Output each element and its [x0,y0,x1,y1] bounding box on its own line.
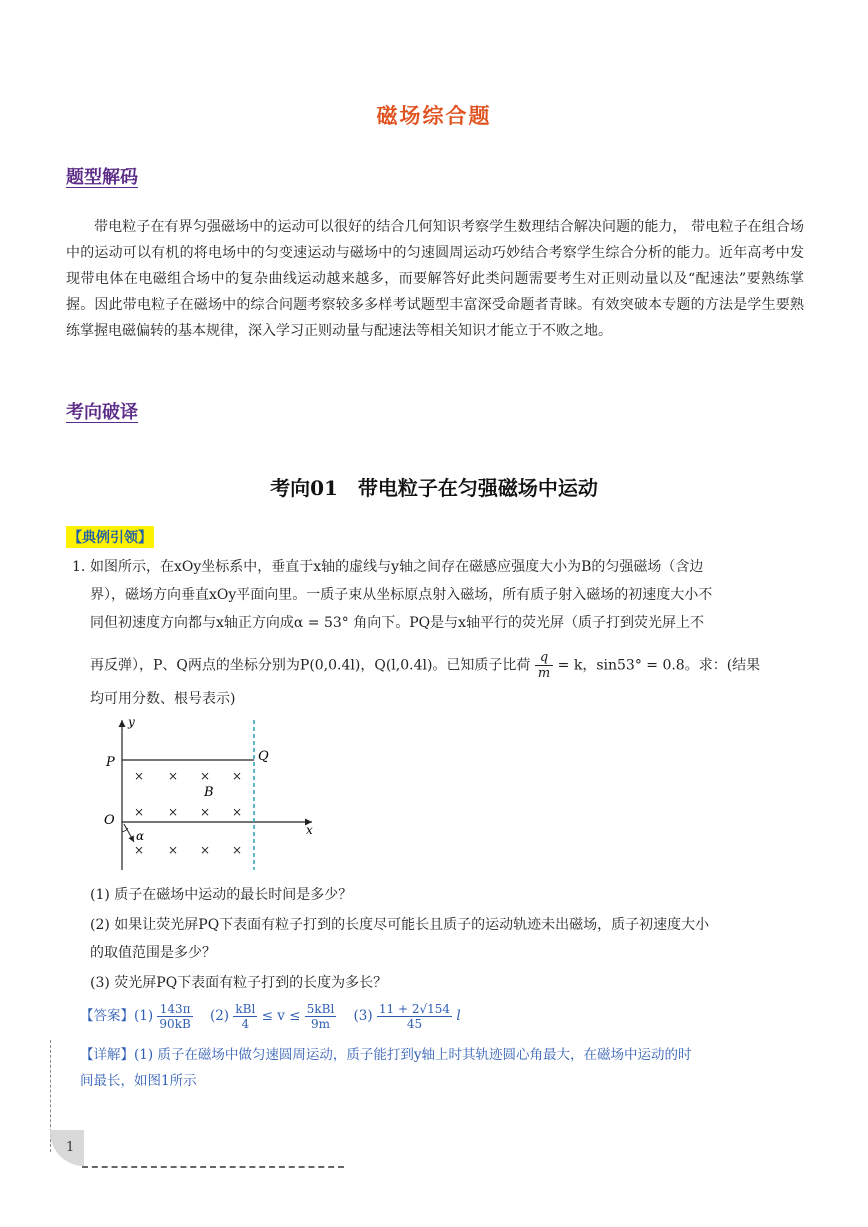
fraction-numerator: q [535,650,553,666]
cross-mark: × [200,769,211,783]
origin-label: O [104,813,115,828]
detail-line-1 [80,1042,808,1068]
problem-line-1: 如图所示，在xOy坐标系中，垂直于x轴的虚线与y轴之间存在磁感应强度大小为B的匀强磁场（含边 [90,559,704,575]
field-crosses [134,769,242,857]
answer-fraction-4 [377,1002,452,1031]
problem-line-4b: = k，sin53° = 0.8。求：(结果 [557,657,761,674]
cross-mark: × [232,769,243,783]
answer-part-1: (1) [134,1008,154,1024]
topic-subheading: 考向01 带电粒子在匀强磁场中运动 [270,476,598,500]
point-p-label: P [106,755,115,770]
question-3: (3) 荧光屏PQ下表面有粒子打到的长度为多长？ [90,975,388,991]
cross-mark: × [232,843,243,857]
intro-paragraph: 带电粒子在有界匀强磁场中的运动可以很好的结合几何知识考察学生数理结合解决问题的能力， 带电粒子在组合场中的运动可以有机的将电场中的匀变速运动与磁场中的匀速圆周运动巧妙结合考察学生综合分析的能力。近年高考中发现带电体在电磁组合场中的复杂曲线运动越来越多，而要解答好此类问题需要考生对正则动量以及“配速法”要熟练掌握。因此带电粒子在磁场中的综合问题考察较多多样考试题型丰富深受命题者青睐。有效突破本专题的方法是学生要熟练掌握电磁偏转的基本规律，深入学习正则动量与配速法等相关知识才能立于不败之地。 [66,219,804,339]
fraction-denominator: m [537,666,551,681]
detail-label: 【详解】 [80,1047,134,1063]
point-q-label: Q [258,749,269,764]
answer-part-3: (3) [353,1008,373,1024]
detail-line-2: 间最长，如图1所示 [80,1073,197,1089]
problem-line-4a: 再反弹），P、Q两点的坐标分别为P(0,0.4l)，Q(l,0.4l)。已知质子比荷 [90,657,531,674]
cross-mark: × [232,805,243,819]
cross-mark: × [134,805,145,819]
answer-fraction-2 [233,1002,257,1031]
cross-mark: × [168,805,179,819]
answer-inequality: ≤ v ≤ [261,1008,301,1024]
y-axis-label: y [128,715,135,729]
answer-part-2: (2) [209,1008,230,1024]
footer-dashed-line [82,1166,344,1168]
answer-tail: l [456,1008,461,1024]
question-1: (1) 质子在磁场中运动的最长时间是多少？ [90,887,353,903]
answer-fraction-3 [305,1002,337,1031]
example-tag: 【典例引领】 [66,526,154,548]
fraction-numerator: 143π [157,1002,192,1017]
page-number: 1 [66,1140,75,1155]
cross-mark: × [134,769,145,783]
problem-line-5: 均可用分数、根号表示) [90,691,236,707]
answer-line [80,1002,461,1031]
fraction-numerator: 11 + 2√154 [378,1002,451,1016]
problem-line-3: 同但初速度方向都与x轴正方向成α = 53° 角向下。PQ是与x轴平行的荧光屏（质子打到荧光屏上不 [90,615,705,631]
problem-line-2: 界），磁场方向垂直xOy平面向里。一质子束从坐标原点射入磁场，所有质子射入磁场的初速度大小不 [90,587,713,603]
fraction-denominator: 45 [406,1017,423,1031]
magnetic-field-figure [98,714,328,874]
fraction-numerator: 5kBl [306,1002,335,1016]
field-b-label: B [204,785,214,800]
section-heading-direction: 考向破译 [66,402,138,423]
angle-alpha-label: α [136,829,145,843]
cross-mark: × [200,805,211,819]
question-2-line-2: 的取值范围是多少？ [90,945,216,961]
cross-mark: × [134,843,145,857]
velocity-arrow [124,824,134,842]
answer-fraction-1 [157,1002,192,1031]
question-2-line-1: (2) 如果让荧光屏PQ下表面有粒子打到的长度尽可能长且质子的运动轨迹未出磁场，质子初速度大小 [90,917,710,933]
fraction-numerator: kBl [235,1002,256,1016]
cross-mark: × [200,843,211,857]
cross-mark: × [168,769,179,783]
fraction-denominator: 9m [311,1017,331,1031]
section-heading-decode: 题型解码 [66,167,138,188]
fraction-denominator: 4 [241,1017,250,1031]
problem-line-4 [90,650,808,681]
problem-number: 1. [72,559,86,575]
answer-label: 【答案】 [80,1008,134,1024]
detail-text-1: (1) 质子在磁场中做匀速圆周运动，质子能打到y轴上时其轨迹圆心角最大，在磁场中运动的时 [134,1047,692,1063]
x-axis-label: x [306,823,313,837]
fraction-denominator: 90kB [159,1017,191,1031]
cross-mark: × [168,843,179,857]
charge-mass-fraction [535,650,553,681]
document-title: 磁场综合题 [376,103,492,128]
